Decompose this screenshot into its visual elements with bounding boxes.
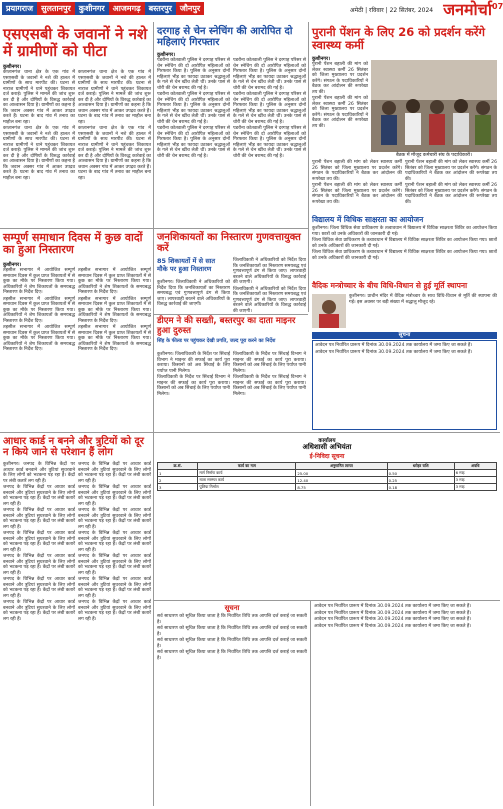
- article-body: कप्तानगंज थाना क्षेत्र के एक गांव में एसएसबी के जवानों ने नशे की हालत में ग्रामीणों के साथ मारपीट की। घटना से नाराज ग्रामीणों ने थाने पहुंचकर शिकायत दर्ज कराई। पुलिस ने मामले की जांच शुरू कर दी है और दोषियों के विरुद्ध कार्रवाई का आश्वासन दिया है। ग्रामीणों का कहना है कि जवान अक्सर गांव में आकर उपद्रव करते हैं। घटना के बाद गांव में तनाव का माहौल बना रहा। कप्तानगंज थाना क्षेत्र के एक गांव में एसएसबी के जवानों ने नशे की हालत में ग्रामीणों के साथ मारपीट की। घटना से नाराज ग्रामीणों ने थाने पहुंचकर शिकायत दर्ज कराई। पुलिस ने मामले की जांच शुरू कर दी है और दोषियों के विरुद्ध कार्रवाई का आश्वासन दिया है। ग्रामीणों का कहना है कि जवान अक्सर गांव में आकर उपद्रव करते हैं। घटना के बाद गांव में तनाव का माहौल बना रहा।: [3, 70, 75, 181]
- portrait-image: [312, 294, 346, 328]
- tender-title: अधिशासी अभियंता: [302, 443, 352, 451]
- article-body: जिलाधिकारी ने अधिकारियों को निर्देश दिया कि जनशिकायतों का निस्तारण समयबद्ध एवं गुणवत्तापूर्ण ढंग से किया जाए। लापरवाही बरतने वाले अधिकारियों के विरुद्ध कार्रवाई की जाएगी। जिलाधिकारी ने अधिकारियों को निर्देश दिया कि जनशिकायतों का निस्तारण समयबद्ध एवं गुणवत्तापूर्ण ढंग से किया जाए। लापरवाही बरतने वाले अधिकारियों के विरुद्ध कार्रवाई की जाएगी।: [233, 258, 306, 314]
- article-body: जनपद के विभिन्न केंद्रों पर आधार कार्ड बनवाने और त्रुटियां सुधरवाने के लिए लोगों को भटकना पड़ रहा है। केंद्रों पर लंबी कतारें लग रही हैं। जनपद के विभिन्न केंद्रों पर आधार कार्ड बनवाने और त्रुटियां सुधरवाने के लिए लोगों को भटकना पड़ रहा है। केंद्रों पर लंबी कतारें लग रही हैं। जनपद के विभिन्न केंद्रों पर आधार कार्ड बनवाने और त्रुटियां सुधरवाने के लिए लोगों को भटकना पड़ रहा है। केंद्रों पर लंबी कतारें लग रही हैं। जनपद के विभिन्न केंद्रों पर आधार कार्ड बनवाने और त्रुटियां सुधरवाने के लिए लोगों को भटकना पड़ रहा है। केंद्रों पर लंबी कतारें लग रही हैं। जनपद के विभिन्न केंद्रों पर आधार कार्ड बनवाने और त्रुटियां सुधरवाने के लिए लोगों को भटकना पड़ रहा है। केंद्रों पर लंबी कतारें लग रही हैं। जनपद के विभिन्न केंद्रों पर आधार कार्ड बनवाने और त्रुटियां सुधरवाने के लिए लोगों को भटकना पड़ रहा है। केंद्रों पर लंबी कतारें लग रही हैं। जनपद के विभिन्न केंद्रों पर आधार कार्ड बनवाने और त्रुटियां सुधरवाने के लिए लोगों को भटकना पड़ रहा है। केंद्रों पर लंबी कतारें लग रही हैं।: [78, 462, 151, 622]
- dateline: अमेठी | रविवार | 22 सितंबर, 2024: [350, 7, 434, 14]
- table-header: अवधि: [454, 463, 496, 470]
- row-rule: [0, 432, 500, 433]
- page-number: 07: [492, 2, 503, 11]
- table-row: 2 नाला मरम्मत कार्य 12.40 0.25 3 माह: [158, 477, 497, 484]
- edition-tab[interactable]: बस्तरपुर: [145, 2, 176, 15]
- suchna-title: सूचना: [224, 604, 240, 612]
- row-rule: [153, 600, 500, 601]
- article-body: पडरौना कोतवाली पुलिस ने दरगाह परिसर से चेन स्नेचिंग की दो आरोपित महिलाओं को गिरफ्तार किया है। पुलिस के अनुसार दोनों महिलाएं भीड़ का फायदा उठाकर श्रद्धालुओं के गले से चेन खींच लेती थीं। उनके पास से चोरी की चेन बरामद की गई है। पडरौना कोतवाली पुलिस ने दरगाह परिसर से चेन स्नेचिंग की दो आरोपित महिलाओं को गिरफ्तार किया है। पुलिस के अनुसार दोनों महिलाएं भीड़ का फायदा उठाकर श्रद्धालुओं के गले से चेन खींच लेती थीं। उनके पास से चोरी की चेन बरामद की गई है। पडरौना कोतवाली पुलिस ने दरगाह परिसर से चेन स्नेचिंग की दो आरोपित महिलाओं को गिरफ्तार किया है। पुलिस के अनुसार दोनों महिलाएं भीड़ का फायदा उठाकर श्रद्धालुओं के गले से चेन खींच लेती थीं। उनके पास से चोरी की चेन बरामद की गई है।: [233, 58, 306, 159]
- table-header: अनुमानित लागत: [296, 463, 387, 470]
- article-body: कुशीनगर। जनपद के विभिन्न केंद्रों पर आधार कार्ड बनवाने और त्रुटियां सुधरवाने के लिए लोगों को भटकना पड़ रहा है। केंद्रों पर लंबी कतारें लग रही हैं। जनपद के विभिन्न केंद्रों पर आधार कार्ड बनवाने और त्रुटियां सुधरवाने के लिए लोगों को भटकना पड़ रहा है। केंद्रों पर लंबी कतारें लग रही हैं। जनपद के विभिन्न केंद्रों पर आधार कार्ड बनवाने और त्रुटियां सुधरवाने के लिए लोगों को भटकना पड़ रहा है। केंद्रों पर लंबी कतारें लग रही हैं। जनपद के विभिन्न केंद्रों पर आधार कार्ड बनवाने और त्रुटियां सुधरवाने के लिए लोगों को भटकना पड़ रहा है। केंद्रों पर लंबी कतारें लग रही हैं। जनपद के विभिन्न केंद्रों पर आधार कार्ड बनवाने और त्रुटियां सुधरवाने के लिए लोगों को भटकना पड़ रहा है। केंद्रों पर लंबी कतारें लग रही हैं। जनपद के विभिन्न केंद्रों पर आधार कार्ड बनवाने और त्रुटियां सुधरवाने के लिए लोगों को भटकना पड़ रहा है। केंद्रों पर लंबी कतारें लग रही हैं। जनपद के विभिन्न केंद्रों पर आधार कार्ड बनवाने और त्रुटियां सुधरवाने के लिए लोगों को भटकना पड़ रहा है। केंद्रों पर लंबी कतारें लग रही हैं।: [3, 462, 75, 622]
- headline-vidyalaya: विद्यालय में विधिक साक्षरता का आयोजन: [312, 215, 424, 224]
- column-rule: [310, 600, 311, 806]
- byline: कुशीनगर।: [3, 64, 22, 70]
- table-header: क्र.सं.: [158, 463, 198, 470]
- headline-pension: पुरानी पेंशन के लिए 26 को प्रदर्शन करेंगे स्वास्थ्य कर्मी: [312, 25, 485, 52]
- article-body: जिलाधिकारी के निर्देश पर सिंचाई विभाग ने माइनर की सफाई का कार्य पूरा कराया। किसानों को अब सिंचाई के लिए पर्याप्त पानी मिलेगा। जिलाधिकारी के निर्देश पर सिंचाई विभाग ने माइनर की सफाई का कार्य पूरा कराया। किसानों को अब सिंचाई के लिए पर्याप्त पानी मिलेगा।: [233, 352, 306, 397]
- notice-body: आवेदन पत्र निर्धारित प्रारूप में दिनांक 30.09.2024 तक कार्यालय में जमा किए जा सकते हैं। आवेदन पत्र निर्धारित प्रारूप में दिनांक 30.09.2024 तक कार्यालय में जमा किए जा सकते हैं। आवेदन पत्र निर्धारित प्रारूप में दिनांक 30.09.2024 तक कार्यालय में जमा किए जा सकते हैं। आवेदन पत्र निर्धारित प्रारूप में दिनांक 30.09.2024 तक कार्यालय में जमा किए जा सकते हैं।: [314, 604, 472, 629]
- edition-tabs: [2, 2, 204, 15]
- article-body: तहसील सभागार में आयोजित सम्पूर्ण समाधान दिवस में कुल प्राप्त शिकायतों में से कुछ का मौके पर निस्तारण किया गया। अधिकारियों ने शेष शिकायतों के समयबद्ध निस्तारण के निर्देश दिए। तहसील सभागार में आयोजित सम्पूर्ण समाधान दिवस में कुल प्राप्त शिकायतों में से कुछ का मौके पर निस्तारण किया गया। अधिकारियों ने शेष शिकायतों के समयबद्ध निस्तारण के निर्देश दिए। तहसील सभागार में आयोजित सम्पूर्ण समाधान दिवस में कुल प्राप्त शिकायतों में से कुछ का मौके पर निस्तारण किया गया। अधिकारियों ने शेष शिकायतों के समयबद्ध निस्तारण के निर्देश दिए।: [3, 268, 75, 352]
- table-row: 1 मार्ग निर्माण कार्य 25.00 0.50 6 माह: [158, 470, 497, 477]
- article-body: पडरौना कोतवाली पुलिस ने दरगाह परिसर से चेन स्नेचिंग की दो आरोपित महिलाओं को गिरफ्तार किया है। पुलिस के अनुसार दोनों महिलाएं भीड़ का फायदा उठाकर श्रद्धालुओं के गले से चेन खींच लेती थीं। उनके पास से चोरी की चेन बरामद की गई है। पडरौना कोतवाली पुलिस ने दरगाह परिसर से चेन स्नेचिंग की दो आरोपित महिलाओं को गिरफ्तार किया है। पुलिस के अनुसार दोनों महिलाएं भीड़ का फायदा उठाकर श्रद्धालुओं के गले से चेन खींच लेती थीं। उनके पास से चोरी की चेन बरामद की गई है। पडरौना कोतवाली पुलिस ने दरगाह परिसर से चेन स्नेचिंग की दो आरोपित महिलाओं को गिरफ्तार किया है। पुलिस के अनुसार दोनों महिलाएं भीड़ का फायदा उठाकर श्रद्धालुओं के गले से चेन खींच लेती थीं। उनके पास से चोरी की चेन बरामद की गई है।: [157, 58, 230, 159]
- subheadline: सिंह के फील्ड पर पहुंचकर देखी प्रगति, जल्द पूरा करने का निर्देश: [157, 338, 276, 344]
- edition-tab[interactable]: प्रयागराज: [2, 2, 37, 15]
- byline: कुशीनगर।: [312, 56, 331, 62]
- edition-tab[interactable]: जौनपुर: [176, 2, 204, 15]
- headline-dargah: दरगाह से चेन स्नेचिंग की आरोपित दो महिलाएं गिरफ्तार: [157, 26, 293, 49]
- row-rule: [0, 228, 153, 229]
- table-header: कार्य का नाम: [198, 463, 296, 470]
- row-rule: [153, 228, 308, 229]
- headline-ssb: एसएसबी के जवानों ने नशे में ग्रामीणों को पीटा: [3, 25, 148, 60]
- notice-body: सर्व साधारण को सूचित किया जाता है कि निर्धारित तिथि तक आपत्ति दर्ज कराई जा सकती है। सर्व साधारण को सूचित किया जाता है कि निर्धारित तिथि तक आपत्ति दर्ज कराई जा सकती है। सर्व साधारण को सूचित किया जाता है कि निर्धारित तिथि तक आपत्ति दर्ज कराई जा सकती है। सर्व साधारण को सूचित किया जाता है कि निर्धारित तिथि तक आपत्ति दर्ज कराई जा सकती है।: [157, 614, 307, 661]
- news-photo: [371, 60, 497, 152]
- top-bar: [0, 0, 503, 22]
- column-rule: [153, 432, 154, 806]
- headline-dm: डीएम ने की सख्ती, बस्तरपुर का दाता माइनर हुआ दुरुस्त: [157, 316, 296, 336]
- table-header: धरोहर राशि: [387, 463, 454, 470]
- article-body: तहसील सभागार में आयोजित सम्पूर्ण समाधान दिवस में कुल प्राप्त शिकायतों में से कुछ का मौके पर निस्तारण किया गया। अधिकारियों ने शेष शिकायतों के समयबद्ध निस्तारण के निर्देश दिए। तहसील सभागार में आयोजित सम्पूर्ण समाधान दिवस में कुल प्राप्त शिकायतों में से कुछ का मौके पर निस्तारण किया गया। अधिकारियों ने शेष शिकायतों के समयबद्ध निस्तारण के निर्देश दिए। तहसील सभागार में आयोजित सम्पूर्ण समाधान दिवस में कुल प्राप्त शिकायतों में से कुछ का मौके पर निस्तारण किया गया। अधिकारियों ने शेष शिकायतों के समयबद्ध निस्तारण के निर्देश दिए।: [78, 268, 151, 352]
- edition-tab[interactable]: कुशीनगर: [75, 2, 109, 15]
- column-rule: [153, 22, 154, 432]
- headline-jansikayat: जनशिकायतों का निस्तारण गुणवत्तायुक्त करें: [157, 232, 301, 255]
- article-body: कुशीनगर। जिला विधिक सेवा प्राधिकरण के तत्वावधान में विद्यालय में विधिक साक्षरता शिविर का आयोजन किया गया। छात्रों को उनके अधिकारों की जानकारी दी गई। जिला विधिक सेवा प्राधिकरण के तत्वावधान में विद्यालय में विधिक साक्षरता शिविर का आयोजन किया गया। छात्रों को उनके अधिकारों की जानकारी दी गई। जिला विधिक सेवा प्राधिकरण के तत्वावधान में विद्यालय में विधिक साक्षरता शिविर का आयोजन किया गया। छात्रों को उनके अधिकारों की जानकारी दी गई।: [312, 226, 497, 261]
- byline: कुशीनगर।: [3, 262, 22, 268]
- article-body: पुरानी पेंशन बहाली की मांग को लेकर स्वास्थ्य कर्मी 26 सितंबर को जिला मुख्यालय पर प्रदर्शन करेंगे। संगठन के पदाधिकारियों ने बैठक कर आंदोलन की रूपरेखा तय की। पुरानी पेंशन बहाली की मांग को लेकर स्वास्थ्य कर्मी 26 सितंबर को जिला मुख्यालय पर प्रदर्शन करेंगे। संगठन के पदाधिकारियों ने बैठक कर आंदोलन की रूपरेखा तय की।: [312, 160, 402, 205]
- edition-tab[interactable]: सुलतानपुर: [37, 2, 75, 15]
- article-body: कुशीनगर। जिलाधिकारी के निर्देश पर सिंचाई विभाग ने माइनर की सफाई का कार्य पूरा कराया। किसानों को अब सिंचाई के लिए पर्याप्त पानी मिलेगा। जिलाधिकारी के निर्देश पर सिंचाई विभाग ने माइनर की सफाई का कार्य पूरा कराया। किसानों को अब सिंचाई के लिए पर्याप्त पानी मिलेगा।: [157, 352, 230, 397]
- portrait-photo: [312, 294, 346, 328]
- article-body: कुशीनगर। प्राचीन मंदिर में वैदिक मंत्रोच्चार के साथ विधि-विधान से मूर्ति की स्थापना की गई। इस अवसर पर बड़ी संख्या में श्रद्धालु मौजूद रहे।: [349, 294, 497, 305]
- article-body: कप्तानगंज थाना क्षेत्र के एक गांव में एसएसबी के जवानों ने नशे की हालत में ग्रामीणों के साथ मारपीट की। घटना से नाराज ग्रामीणों ने थाने पहुंचकर शिकायत दर्ज कराई। पुलिस ने मामले की जांच शुरू कर दी है और दोषियों के विरुद्ध कार्रवाई का आश्वासन दिया है। ग्रामीणों का कहना है कि जवान अक्सर गांव में आकर उपद्रव करते हैं। घटना के बाद गांव में तनाव का माहौल बना रहा। कप्तानगंज थाना क्षेत्र के एक गांव में एसएसबी के जवानों ने नशे की हालत में ग्रामीणों के साथ मारपीट की। घटना से नाराज ग्रामीणों ने थाने पहुंचकर शिकायत दर्ज कराई। पुलिस ने मामले की जांच शुरू कर दी है और दोषियों के विरुद्ध कार्रवाई का आश्वासन दिया है। ग्रामीणों का कहना है कि जवान अक्सर गांव में आकर उपद्रव करते हैं। घटना के बाद गांव में तनाव का माहौल बना रहा।: [78, 70, 151, 181]
- group-photo: [371, 60, 497, 152]
- masthead-logo: जनमोर्चा: [443, 0, 492, 19]
- table-row: 3 पुलिया निर्माण 8.75 0.18 3 माह: [158, 484, 497, 491]
- notice-body: आवेदन पत्र निर्धारित प्रारूप में दिनांक 30.09.2024 तक कार्यालय में जमा किए जा सकते हैं। आवेदन पत्र निर्धारित प्रारूप में दिनांक 30.09.2024 तक कार्यालय में जमा किए जा सकते हैं।: [312, 340, 497, 430]
- tender-table: [157, 462, 497, 491]
- tender-office: कार्यालय: [318, 438, 336, 444]
- subheadline: 85 शिकायतों में से सात मौके पर हुआ निस्तारण: [157, 257, 216, 273]
- headline-aadhaar: आधार कार्ड न बनने और त्रुटियों को दूर न किये जाने से परेशान हैं लोग: [3, 436, 144, 459]
- headline-samadhan: सम्पूर्ण समाधान दिवस में कुछ वादों का हुआ निस्तारण: [3, 231, 143, 257]
- byline: कुशीनगर।: [157, 52, 176, 58]
- row-rule: [153, 314, 308, 315]
- article-body: पुरानी पेंशन बहाली की मांग को लेकर स्वास्थ्य कर्मी 26 सितंबर को जिला मुख्यालय पर प्रदर्शन करेंगे। संगठन के पदाधिकारियों ने बैठक कर आंदोलन की रूपरेखा तय की। पुरानी पेंशन बहाली की मांग को लेकर स्वास्थ्य कर्मी 26 सितंबर को जिला मुख्यालय पर प्रदर्शन करेंगे। संगठन के पदाधिकारियों ने बैठक कर आंदोलन की रूपरेखा तय की।: [312, 62, 368, 129]
- notice-header: सूचना: [312, 332, 497, 339]
- tender-subtitle: ई-निविदा सूचना: [309, 453, 345, 460]
- headline-vaidik: वैदिक मन्त्रोच्चार के बीच विधि-विधान से हुई मूर्ति स्थापना: [312, 281, 468, 290]
- edition-tab[interactable]: आजमगढ़: [109, 2, 145, 15]
- article-body: पुरानी पेंशन बहाली की मांग को लेकर स्वास्थ्य कर्मी 26 सितंबर को जिला मुख्यालय पर प्रदर्शन करेंगे। संगठन के पदाधिकारियों ने बैठक कर आंदोलन की रूपरेखा तय की। पुरानी पेंशन बहाली की मांग को लेकर स्वास्थ्य कर्मी 26 सितंबर को जिला मुख्यालय पर प्रदर्शन करेंगे। संगठन के पदाधिकारियों ने बैठक कर आंदोलन की रूपरेखा तय की।: [405, 160, 497, 205]
- photo-caption: बैठक में मौजूद कर्मचारी संघ के पदाधिकारी।: [396, 153, 472, 158]
- article-body: कुशीनगर। जिलाधिकारी ने अधिकारियों को निर्देश दिया कि जनशिकायतों का निस्तारण समयबद्ध एवं गुणवत्तापूर्ण ढंग से किया जाए। लापरवाही बरतने वाले अधिकारियों के विरुद्ध कार्रवाई की जाएगी।: [157, 280, 230, 307]
- column-rule: [308, 22, 309, 312]
